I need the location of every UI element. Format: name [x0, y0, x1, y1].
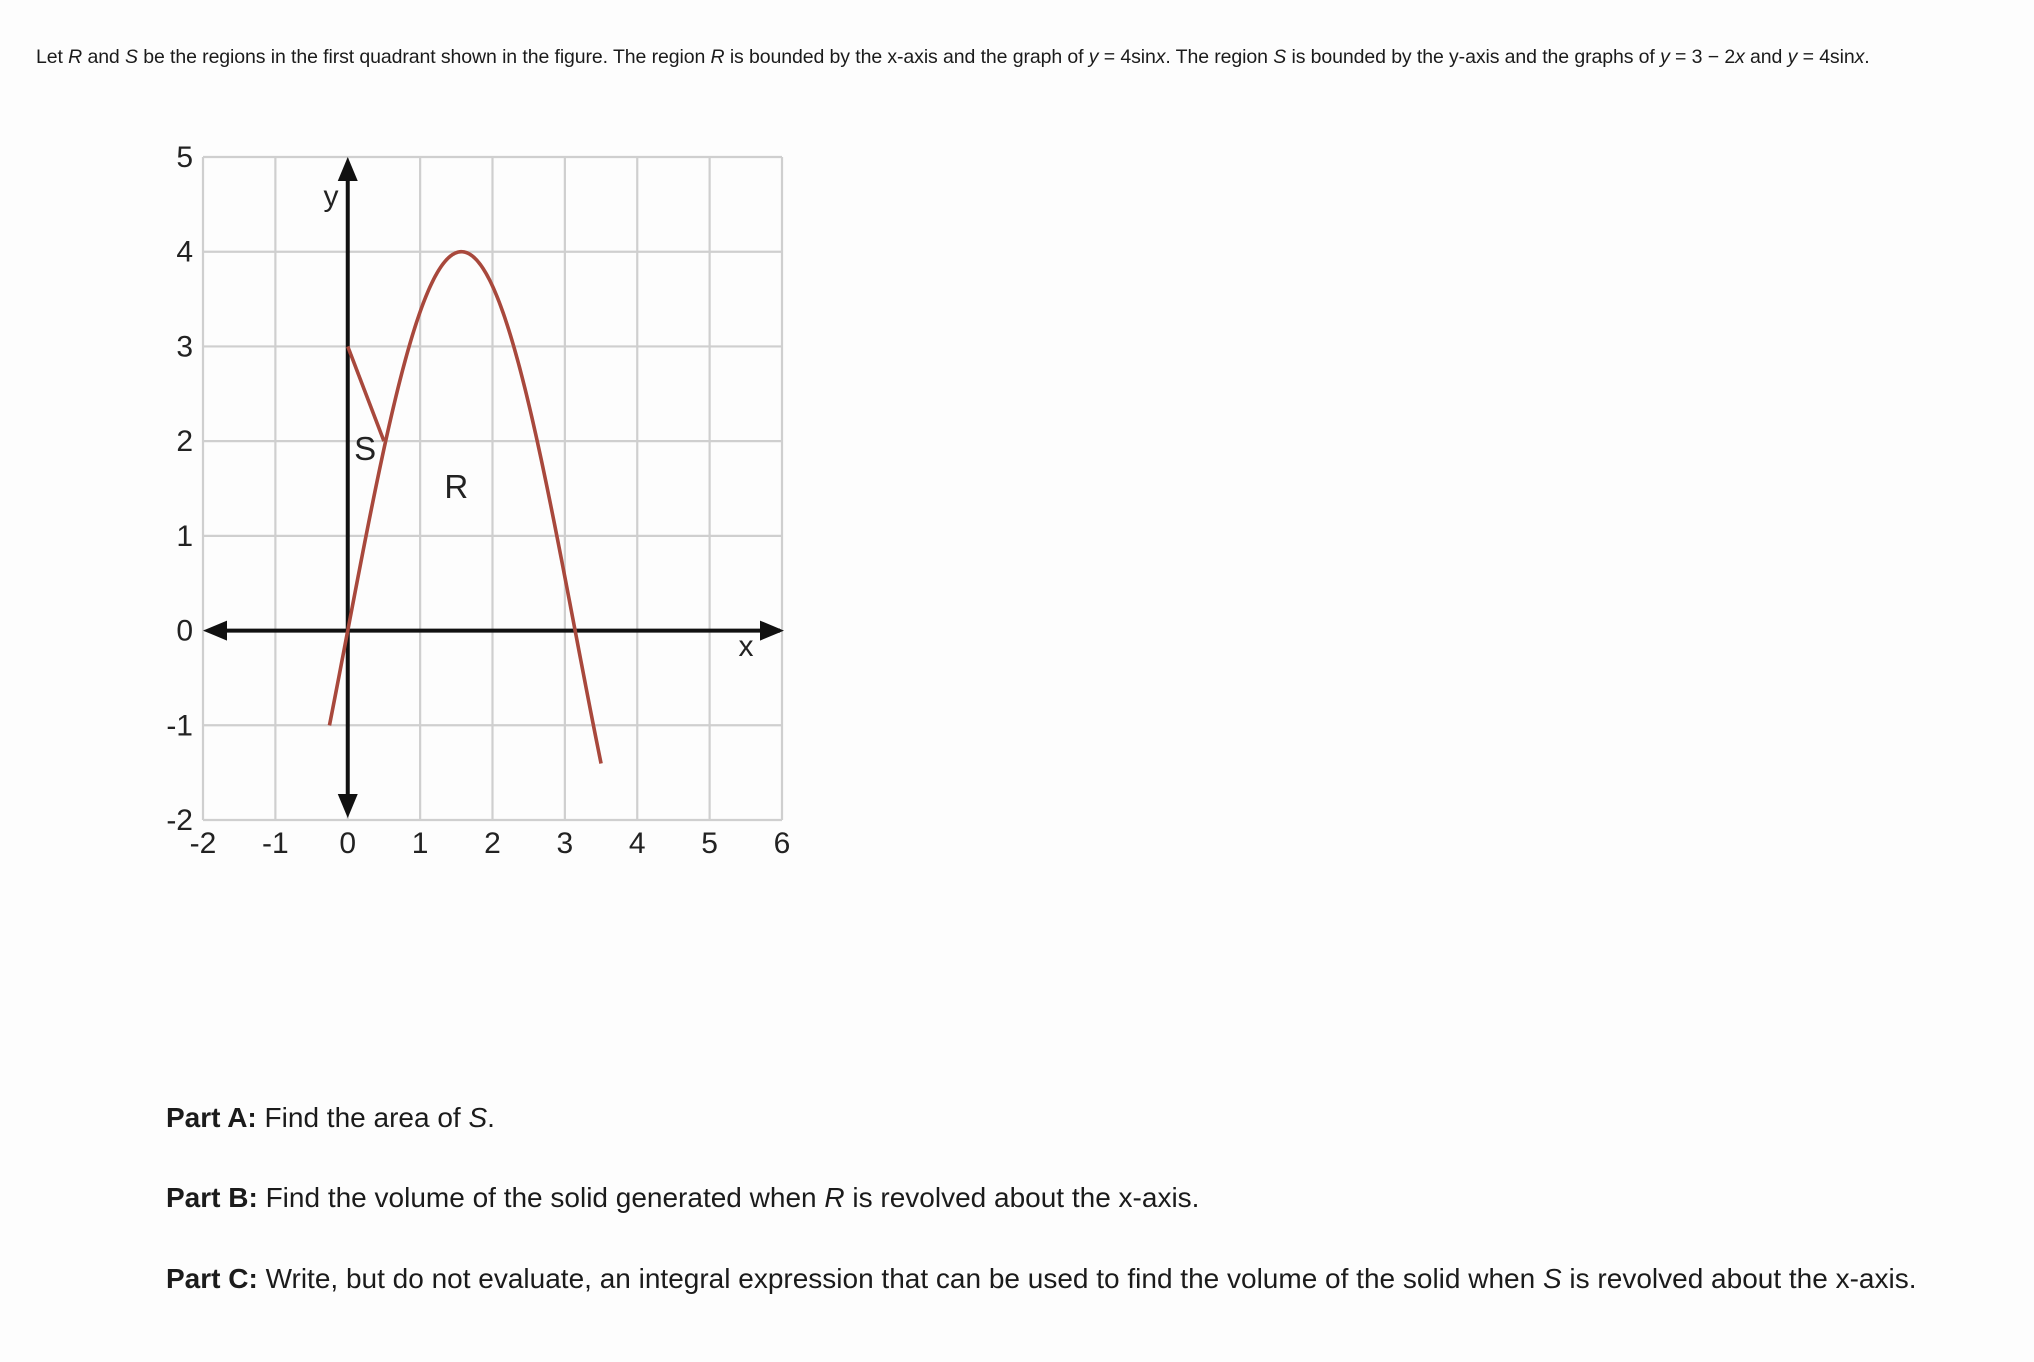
- y-tick-label: 3: [176, 330, 193, 364]
- intro-text: be the regions in the first quadrant shown in the figure. The region: [137, 46, 711, 68]
- line-3-minus-2x: [348, 346, 384, 441]
- intro-text: and: [82, 46, 125, 68]
- y-tick-label: 5: [176, 141, 193, 174]
- intro-var: y: [1660, 46, 1670, 68]
- x-tick-label: 6: [773, 827, 791, 860]
- x-tick-label: 5: [701, 827, 718, 860]
- part-var: S: [468, 1102, 488, 1133]
- part-text: Write, but do not evaluate, an integral expression that can be used to find the volume of the solid when: [257, 1263, 1543, 1294]
- intro-text: Let: [36, 46, 69, 68]
- part-label: Part B:: [166, 1182, 258, 1213]
- y-axis-arrow-down: [338, 794, 358, 818]
- part-var: R: [824, 1182, 845, 1213]
- intro-text: and: [1744, 46, 1788, 68]
- intro-text: = 3 − 2: [1669, 46, 1736, 68]
- y-tick-label: -2: [166, 804, 193, 837]
- x-tick-label: 3: [556, 827, 574, 860]
- intro-var: x: [1155, 46, 1166, 68]
- part-text: is revolved about the x-axis.: [1561, 1263, 1917, 1294]
- intro-text: is bounded by the x-axis and the graph of: [724, 46, 1089, 68]
- intro-var: y: [1787, 46, 1798, 68]
- x-tick-label: 0: [339, 827, 357, 860]
- x-tick-label: -2: [189, 827, 217, 860]
- curve-4sinx: [329, 252, 601, 764]
- intro-var: x: [1735, 46, 1745, 68]
- intro-var: R: [68, 46, 83, 68]
- region-label-s: S: [354, 430, 377, 468]
- x-axis-arrow-left: [203, 621, 227, 641]
- x-tick-label: 2: [484, 827, 501, 860]
- y-tick-label: 4: [176, 235, 193, 269]
- part-text: Find the volume of the solid generated when: [257, 1182, 825, 1213]
- y-tick-label: -1: [166, 709, 193, 743]
- intro-var: R: [710, 46, 725, 68]
- intro-var: y: [1088, 46, 1099, 68]
- intro-var: x: [1854, 46, 1865, 68]
- x-axis-arrow-right: [760, 621, 784, 641]
- part-text: Find the area of: [256, 1102, 469, 1133]
- y-axis-arrow-up: [338, 157, 358, 181]
- intro-var: S: [1273, 46, 1287, 68]
- part-text: .: [487, 1102, 495, 1133]
- x-axis-label: x: [738, 630, 754, 663]
- intro-var: S: [125, 46, 138, 68]
- part-label: Part C:: [166, 1263, 258, 1294]
- intro-text: is bounded by the y-axis and the graphs of: [1286, 46, 1661, 68]
- part-a: [166, 1101, 495, 1135]
- y-tick-label: 1: [176, 519, 193, 553]
- intro-text: . The region: [1165, 46, 1274, 68]
- intro-text: = 4sin: [1098, 46, 1156, 68]
- x-tick-label: 1: [411, 827, 429, 860]
- region-label-r: R: [444, 467, 469, 505]
- part-var: S: [1542, 1263, 1562, 1294]
- y-tick-label: 2: [176, 425, 193, 459]
- part-c: [166, 1262, 1917, 1296]
- y-axis-label: y: [323, 180, 339, 213]
- part-label: Part A:: [166, 1102, 257, 1133]
- intro-text: = 4sin: [1797, 46, 1855, 68]
- y-tick-label: 0: [176, 614, 193, 648]
- intro-text: .: [1864, 46, 1870, 68]
- x-tick-label: 4: [628, 827, 646, 860]
- part-b: [166, 1181, 1199, 1215]
- x-tick-label: -1: [262, 827, 289, 860]
- part-text: is revolved about the x-axis.: [844, 1182, 1200, 1213]
